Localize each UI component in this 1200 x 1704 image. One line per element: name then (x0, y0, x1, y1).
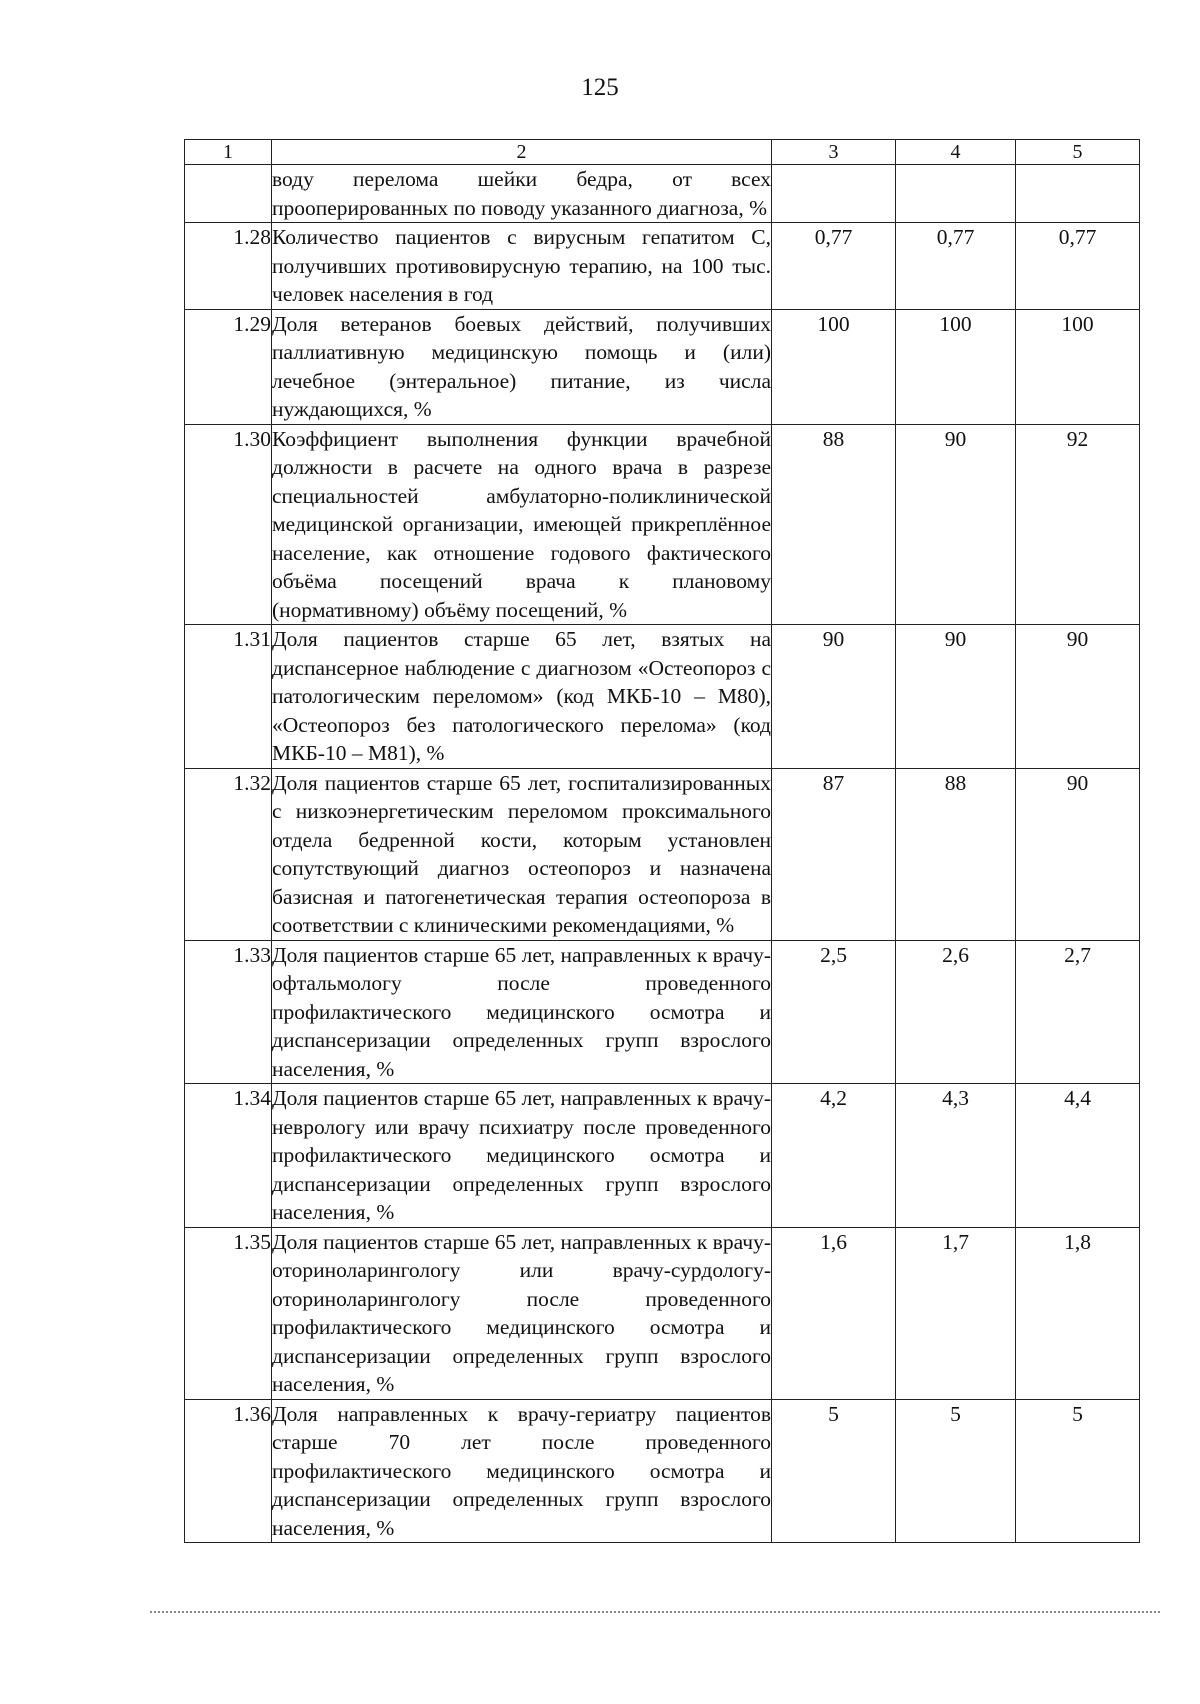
row-description: Количество пациентов с вирусным гепатитом С, получивших противовирусную терапию, на 100 тыс. человек населения в год (272, 223, 772, 310)
row-description: воду перелома шейки бедра, от всех прооперированных по поводу указанного диагноза, % (272, 165, 772, 223)
row-value-4: 90 (896, 625, 1016, 769)
row-number: 1.29 (185, 309, 272, 424)
table-header (185, 140, 1140, 165)
row-value-5: 100 (1016, 309, 1140, 424)
table-row (185, 424, 1140, 625)
row-value-4: 4,3 (896, 1084, 1016, 1228)
row-value-5: 0,77 (1016, 223, 1140, 310)
row-number: 1.31 (185, 625, 272, 769)
row-value-5: 90 (1016, 768, 1140, 940)
page-number: 125 (581, 74, 619, 101)
row-description: Доля пациентов старше 65 лет, направленных к врачу-неврологу или врачу психиатру после проведенного профилактического медицинского осмотра и диспансеризации определенных групп взрослого населения, % (272, 1084, 772, 1228)
row-value-3: 90 (772, 625, 896, 769)
column-header-4: 4 (896, 140, 1016, 165)
row-value-3: 5 (772, 1399, 896, 1543)
row-value-4: 1,7 (896, 1227, 1016, 1399)
row-value-4: 0,77 (896, 223, 1016, 310)
row-description: Доля пациентов старше 65 лет, госпитализированных с низкоэнергетическим переломом проксимального отдела бедренной кости, которым установлен сопутствующий диагноз остеопороз и назначена базисная и патогенетическая терапия остеопороза в соответствии с клиническими рекомендациями, % (272, 768, 772, 940)
row-value-4: 88 (896, 768, 1016, 940)
column-header-5: 5 (1016, 140, 1140, 165)
page-bottom-divider (150, 1611, 1160, 1615)
column-header-3: 3 (772, 140, 896, 165)
table-row (185, 1399, 1140, 1543)
row-value-5 (1016, 165, 1140, 223)
row-description: Доля направленных к врачу-гериатру пациентов старше 70 лет после проведенного профилактического медицинского осмотра и диспансеризации определенных групп взрослого населения, % (272, 1399, 772, 1543)
row-value-3: 0,77 (772, 223, 896, 310)
row-number: 1.30 (185, 424, 272, 625)
row-description: Коэффициент выполнения функции врачебной должности в расчете на одного врача в разрезе специальностей амбулаторно-поликлинической медицинской организации, имеющей прикреплённое население, как отношение годового фактического объёма посещений врача к плановому (нормативному) объёму посещений, % (272, 424, 772, 625)
row-value-5: 90 (1016, 625, 1140, 769)
row-number: 1.35 (185, 1227, 272, 1399)
table-row (185, 1227, 1140, 1399)
row-value-3: 2,5 (772, 940, 896, 1084)
row-value-4: 2,6 (896, 940, 1016, 1084)
row-value-3 (772, 165, 896, 223)
table-body (185, 165, 1140, 1543)
row-value-5: 1,8 (1016, 1227, 1140, 1399)
row-number: 1.28 (185, 223, 272, 310)
row-number: 1.34 (185, 1084, 272, 1228)
row-value-4: 5 (896, 1399, 1016, 1543)
header-row (185, 140, 1140, 165)
row-number: 1.33 (185, 940, 272, 1084)
row-number (185, 165, 272, 223)
column-header-2: 2 (272, 140, 772, 165)
table-row (185, 165, 1140, 223)
row-value-3: 1,6 (772, 1227, 896, 1399)
row-value-5: 5 (1016, 1399, 1140, 1543)
indicator-table (184, 139, 1140, 1543)
row-number: 1.36 (185, 1399, 272, 1543)
row-description: Доля ветеранов боевых действий, получивших паллиативную медицинскую помощь и (или) лечебное (энтеральное) питание, из числа нуждающихся, % (272, 309, 772, 424)
table-row (185, 940, 1140, 1084)
row-description: Доля пациентов старше 65 лет, направленных к врачу-оториноларингологу или врачу-сурдологу-оториноларингологу после проведенного профилактического медицинского осмотра и диспансеризации определенных групп взрослого населения, % (272, 1227, 772, 1399)
row-value-4: 90 (896, 424, 1016, 625)
row-number: 1.32 (185, 768, 272, 940)
row-value-3: 88 (772, 424, 896, 625)
row-value-3: 100 (772, 309, 896, 424)
row-value-4: 100 (896, 309, 1016, 424)
row-value-3: 4,2 (772, 1084, 896, 1228)
row-value-5: 2,7 (1016, 940, 1140, 1084)
row-value-5: 92 (1016, 424, 1140, 625)
table-row (185, 223, 1140, 310)
table-row (185, 309, 1140, 424)
row-value-5: 4,4 (1016, 1084, 1140, 1228)
row-description: Доля пациентов старше 65 лет, взятых на диспансерное наблюдение с диагнозом «Остеопороз с патологическим переломом» (код МКБ-10 – М80), «Остеопороз без патологического перелома» (код МКБ-10 – М81), % (272, 625, 772, 769)
row-value-4 (896, 165, 1016, 223)
table-row (185, 768, 1140, 940)
row-description: Доля пациентов старше 65 лет, направленных к врачу-офтальмологу после проведенного профилактического медицинского осмотра и диспансеризации определенных групп взрослого населения, % (272, 940, 772, 1084)
table-row (185, 1084, 1140, 1228)
row-value-3: 87 (772, 768, 896, 940)
table-row (185, 625, 1140, 769)
column-header-1: 1 (185, 140, 272, 165)
